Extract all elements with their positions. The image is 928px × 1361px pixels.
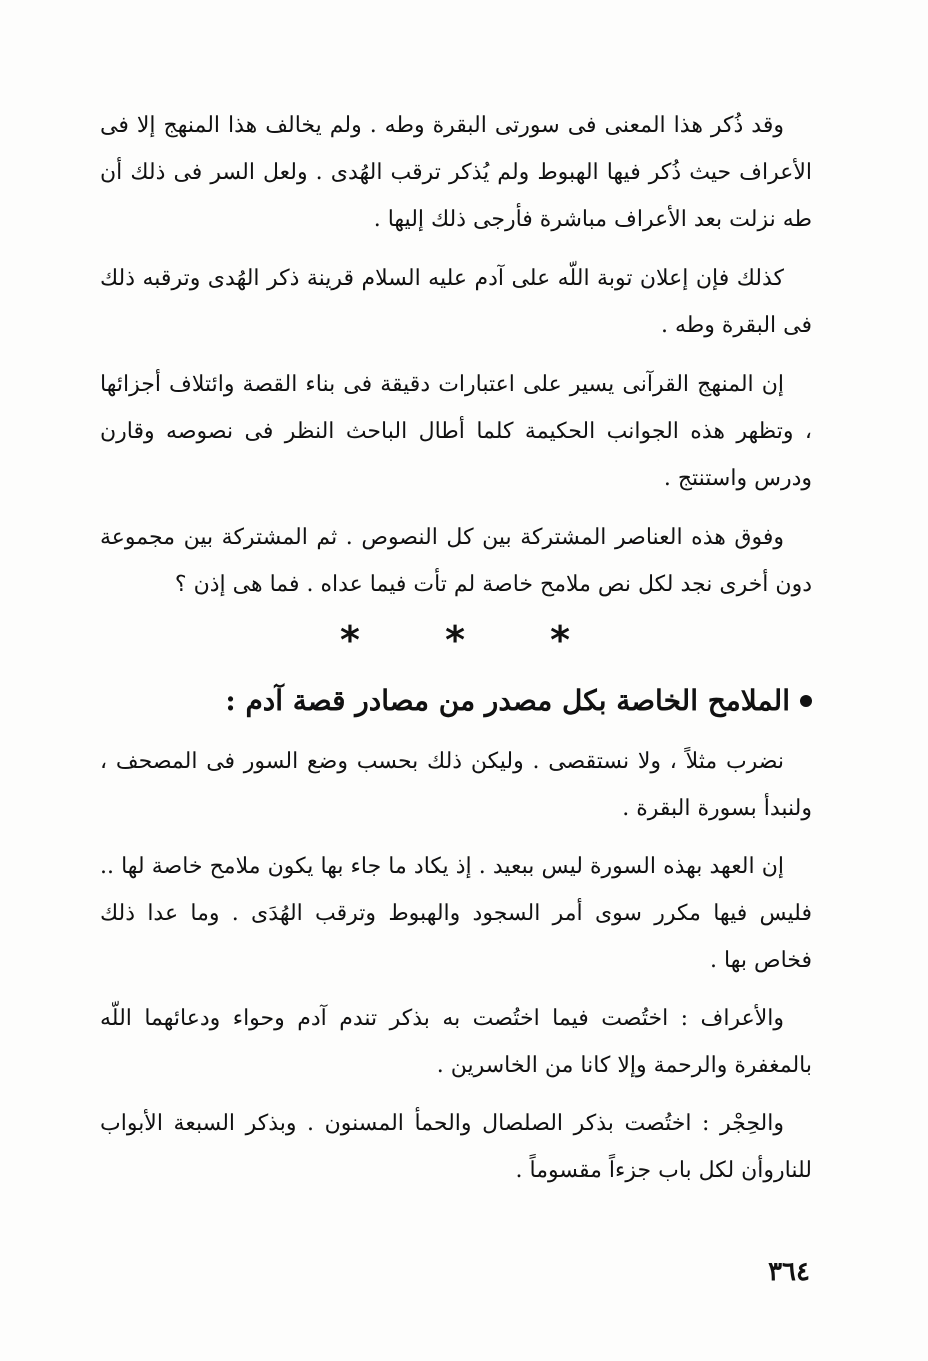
paragraph-text: وقد ذُكر هذا المعنى فى سورتى البقرة وطه . ولم يخالف هذا المنهج إلا فى الأعراف حيث ذُكر فيها الهبوط ولم يُذكر ترقب الهُدى . ولعل السر فى ذلك أن طه نزلت بعد الأعراف مباشرة فأرجى ذلك إليها . <box>100 113 812 232</box>
separator-star: * <box>340 618 360 662</box>
paragraph-5 <box>100 738 812 832</box>
paragraph-text: نضرب مثلاً ، ولا نستقصى . وليكن ذلك بحسب وضع السور فى المصحف ، ولنبدأ بسورة البقرة . <box>100 749 812 821</box>
paragraph-text: وفوق هذه العناصر المشتركة بين كل النصوص . ثم المشتركة بين مجموعة دون أخرى نجد لكل نص ملامح خاصة لم تأت فيما عداه . فما هى إذن ؟ <box>100 525 812 597</box>
paragraph-3 <box>100 361 812 502</box>
paragraph-6 <box>100 843 812 984</box>
paragraph-2 <box>100 255 812 349</box>
paragraph-text: والحِجْر : اختُصت بذكر الصلصال والحمأ المسنون . وبذكر السبعة الأبواب للناروأن لكل باب جزءاً مقسوماً . <box>100 1111 812 1183</box>
page-number: ٣٦٤ <box>768 1257 810 1287</box>
paragraph-8 <box>100 1100 812 1194</box>
bullet-icon <box>800 695 812 707</box>
section-heading-text: الملامح الخاصة بكل مصدر من مصادر قصة آدم : <box>225 684 790 717</box>
section-heading <box>112 676 812 726</box>
paragraph-7 <box>100 995 812 1089</box>
section-separator <box>340 618 570 662</box>
paragraph-4 <box>100 514 812 608</box>
paragraph-text: والأعراف : اختُصت فيما اختُصت به بذكر تندم آدم وحواء ودعائهما اللّه بالمغفرة والرحمة وإلا كانا من الخاسرين . <box>100 1006 812 1078</box>
paragraph-text: إن العهد بهذه السورة ليس ببعيد . إذ يكاد ما جاء بها يكون ملامح خاصة لها .. فليس فيها مكرر سوى أمر السجود والهبوط وترقب الهُدَى . وما عدا ذلك فخاص بها . <box>100 854 812 973</box>
paragraph-text: إن المنهج القرآنى يسير على اعتبارات دقيقة فى بناء القصة وائتلاف أجزائها ، وتظهر هذه الجوانب الحكيمة كلما أطال الباحث النظر فى نصوصه وقارن ودرس واستنتج . <box>100 372 812 491</box>
paragraph-1 <box>100 102 812 243</box>
separator-star: * <box>445 618 465 662</box>
paragraph-text: كذلك فإن إعلان توبة اللّه على آدم عليه السلام قرينة ذكر الهُدى وترقبه ذلك فى البقرة وطه . <box>100 266 812 338</box>
separator-star: * <box>550 618 570 662</box>
